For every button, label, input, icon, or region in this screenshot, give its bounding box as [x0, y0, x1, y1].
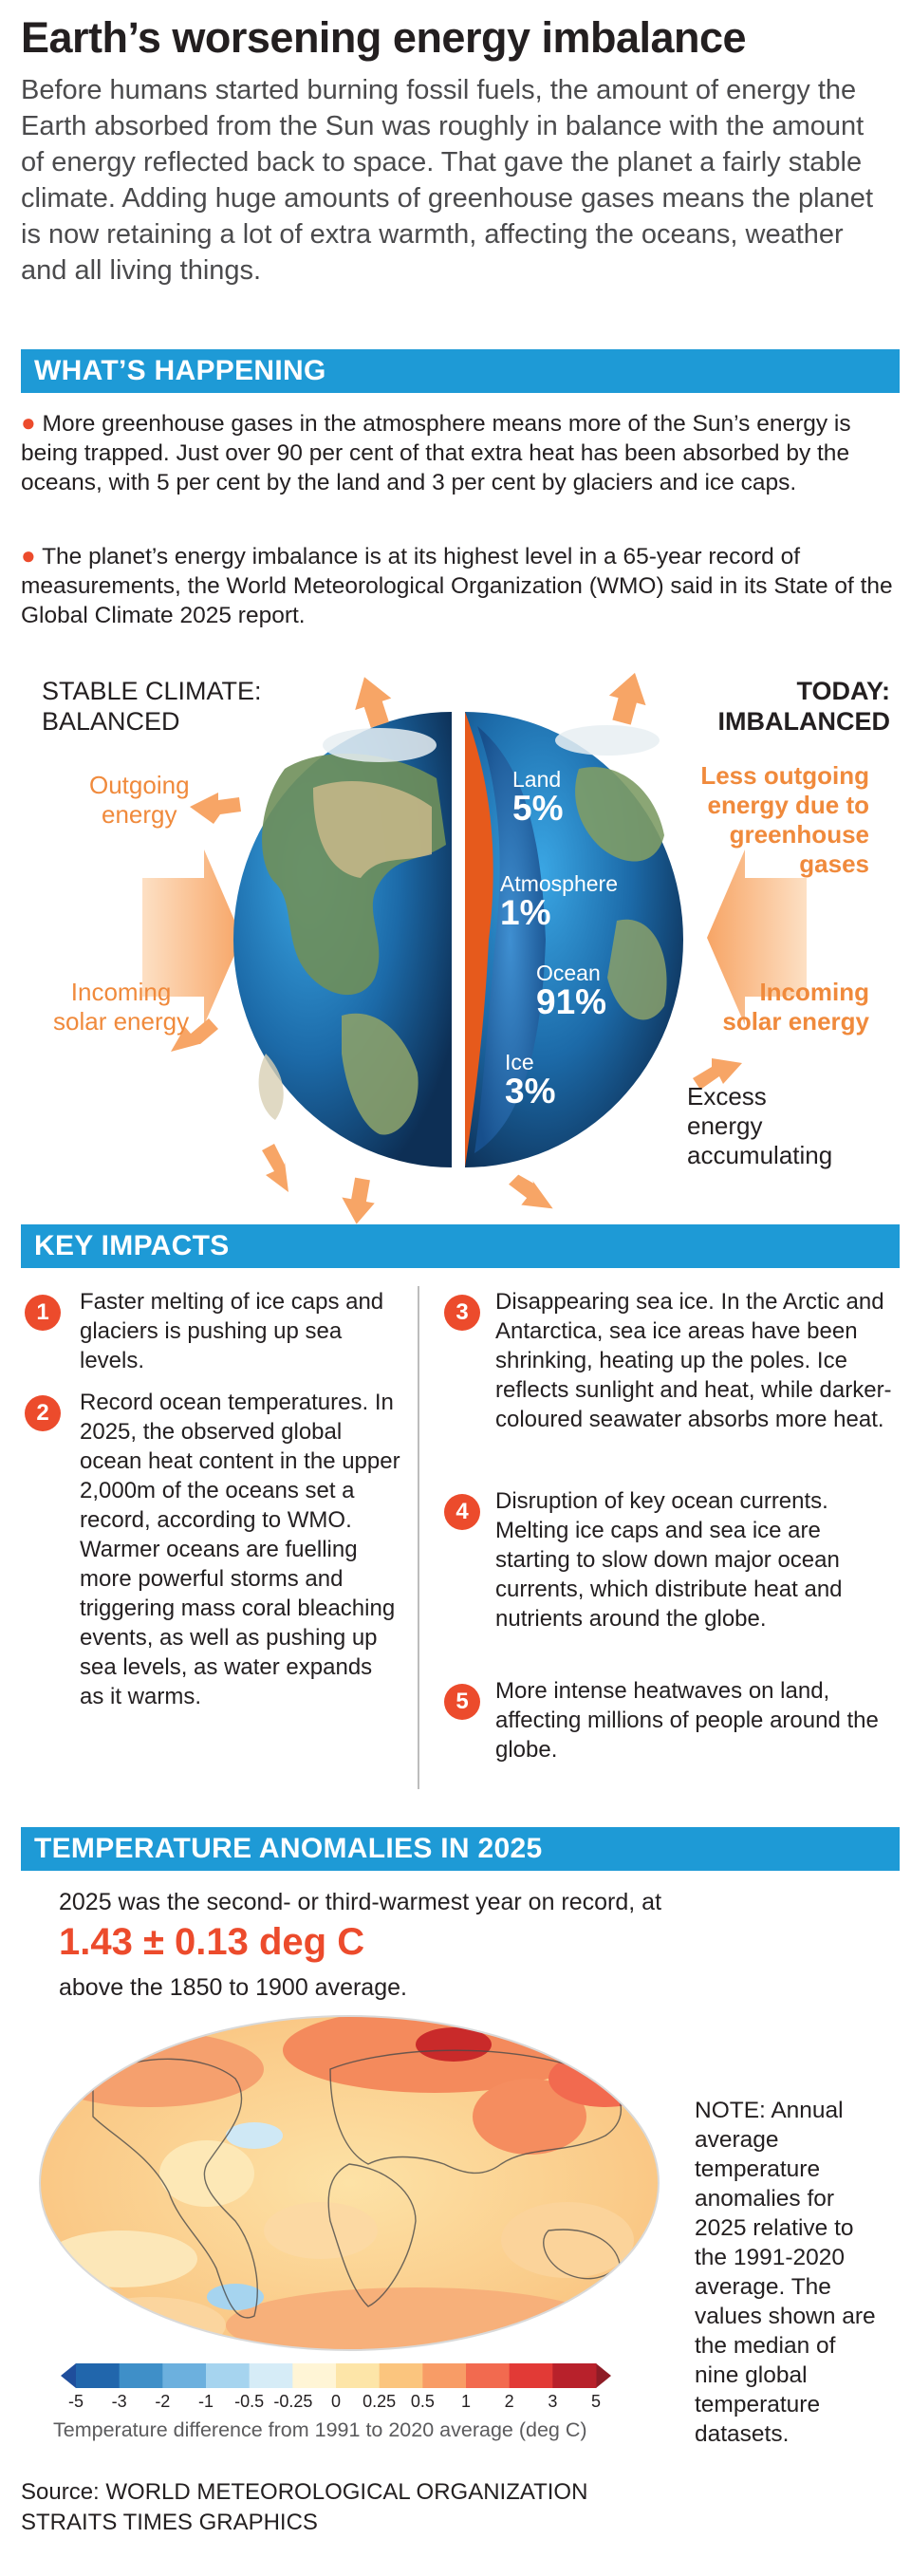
color-scale-bar	[61, 2361, 611, 2390]
scale-tick-label: 3	[548, 2392, 558, 2411]
scale-tick-label: 0	[330, 2392, 341, 2411]
scale-tick-label: -0.25	[273, 2392, 313, 2411]
scale-tick-label: -2	[155, 2392, 171, 2411]
incoming-solar-right-label: Incoming solar energy	[722, 978, 869, 1036]
impact-number-2: 2	[25, 1395, 61, 1431]
scale-tick-label: 5	[590, 2392, 601, 2411]
scale-cell	[76, 2363, 120, 2388]
column-divider	[418, 1286, 419, 1789]
map-note: NOTE: Annual average temperature anomalies for 2025 relative to the 1991-2020 average. The values shown are the median of nine global temperature datasets.	[695, 2098, 876, 2447]
page-title: Earth’s worsening energy imbalance	[21, 13, 747, 62]
happening-bullet-2	[21, 541, 894, 630]
impact-1-text: Faster melting of ice caps and glaciers is pushing up sea levels.	[80, 1289, 384, 1373]
stable-climate-label: STABLE CLIMATE: BALANCED	[42, 677, 262, 736]
impact-4-text: Disruption of key ocean currents. Melting ice caps and sea ice are starting to slow down major ocean currents, which distribute heat and nutrients around the globe.	[495, 1488, 843, 1632]
impact-number-5: 5	[444, 1684, 480, 1720]
scale-tick-label: 1	[460, 2392, 471, 2411]
scale-right-arrow	[596, 2363, 611, 2388]
excess-energy-label: Excess energy accumulating	[687, 1082, 833, 1169]
scale-cell	[552, 2363, 596, 2388]
scale-tick-label: -3	[111, 2392, 127, 2411]
scale-tick-label: 0.5	[410, 2392, 435, 2411]
source-credit: Source: WORLD METEOROLOGICAL ORGANIZATION STRAITS TIMES GRAPHICS	[21, 2479, 588, 2535]
share-ice: Ice 3%	[505, 1050, 556, 1111]
happening-bullet-1	[21, 408, 894, 497]
anomaly-value: 1.43 ± 0.13 deg C	[59, 1921, 365, 1963]
impact-number-4: 4	[444, 1494, 480, 1530]
bullet-1-text: More greenhouse gases in the atmosphere means more of the Sun’s energy is being trapped. Just over 90 per cent of that extra heat has been absorbed by the oceans, with 5 per cent by the land and 3 per cent by glaciers and ice caps.	[21, 411, 851, 495]
impact-2-text: Record ocean temperatures. In 2025, the observed global ocean heat content in the upper 2,000m of the oceans set a record, according to WMO. Warmer oceans are fuelling more powerful storms and triggering mass coral bleaching events, as well as pushing up sea levels, as water expands as it warms.	[80, 1390, 400, 1709]
impact-3-text: Disappearing sea ice. In the Arctic and Antarctica, sea ice areas have been shrinking, heating up the poles. Ice reflects sunlight and heat, while darker-coloured seawater absorbs more heat.	[495, 1289, 892, 1432]
outgoing-energy-label: Outgoing energy	[89, 771, 190, 829]
color-scale-labels	[61, 2392, 611, 2417]
scale-tick-label: -1	[197, 2392, 214, 2411]
share-land: Land 5%	[512, 767, 564, 828]
scale-cell	[336, 2363, 380, 2388]
scale-cell	[422, 2363, 466, 2388]
anomaly-lead-text: 2025 was the second- or third-warmest year on record, at	[59, 1889, 662, 1915]
scale-caption: Temperature difference from 1991 to 2020 average (deg C)	[53, 2418, 587, 2441]
bullet-2-text: The planet’s energy imbalance is at its highest level in a 65-year record of measurements, the World Meteorological Organization (WMO) said in its State of the Global Climate 2025 report.	[21, 544, 893, 628]
share-ocean: Ocean 91%	[536, 961, 607, 1021]
scale-cell	[510, 2363, 553, 2388]
impact-number-3: 3	[444, 1295, 480, 1331]
incoming-solar-left-label: Incoming solar energy	[53, 978, 190, 1036]
scale-cell	[120, 2363, 163, 2388]
bullet-dot-icon: ●	[21, 541, 36, 569]
section-header-whats-happening: WHAT’S HAPPENING	[21, 349, 900, 393]
scale-cell	[292, 2363, 336, 2388]
impact-number-1: 1	[25, 1295, 61, 1331]
scale-cell	[466, 2363, 510, 2388]
energy-balance-diagram	[0, 655, 911, 1224]
scale-tick-label: -0.5	[234, 2392, 265, 2411]
anomaly-tail-text: above the 1850 to 1900 average.	[59, 1974, 407, 2001]
less-outgoing-label: Less outgoing energy due to greenhouse gases	[700, 761, 869, 878]
scale-tick-label: -5	[67, 2392, 84, 2411]
scale-tick-label: 0.25	[363, 2392, 397, 2411]
today-imbalanced-label: TODAY: IMBALANCED	[717, 677, 890, 736]
section-header-temperature-anomalies: TEMPERATURE ANOMALIES IN 2025	[21, 1827, 900, 1871]
scale-left-arrow	[61, 2363, 76, 2388]
temperature-anomaly-map	[36, 2012, 662, 2354]
share-atmosphere: Atmosphere 1%	[500, 871, 619, 932]
intro-paragraph: Before humans started burning fossil fuels, the amount of energy the Earth absorbed from the Sun was roughly in balance with the amount of energy reflected back to space. That gave the planet a fairly stable climate. Adding huge amounts of greenhouse gases means the planet is now retaining a lot of extra warmth, affecting the oceans, weather and all living things.	[21, 75, 873, 286]
scale-cell	[162, 2363, 206, 2388]
section-header-key-impacts: KEY IMPACTS	[21, 1224, 900, 1268]
scale-cell	[206, 2363, 250, 2388]
bullet-dot-icon: ●	[21, 408, 36, 437]
scale-tick-label: 2	[504, 2392, 514, 2411]
scale-cell	[380, 2363, 423, 2388]
scale-cell	[250, 2363, 293, 2388]
impact-5-text: More intense heatwaves on land, affecting millions of people around the globe.	[495, 1678, 879, 1763]
